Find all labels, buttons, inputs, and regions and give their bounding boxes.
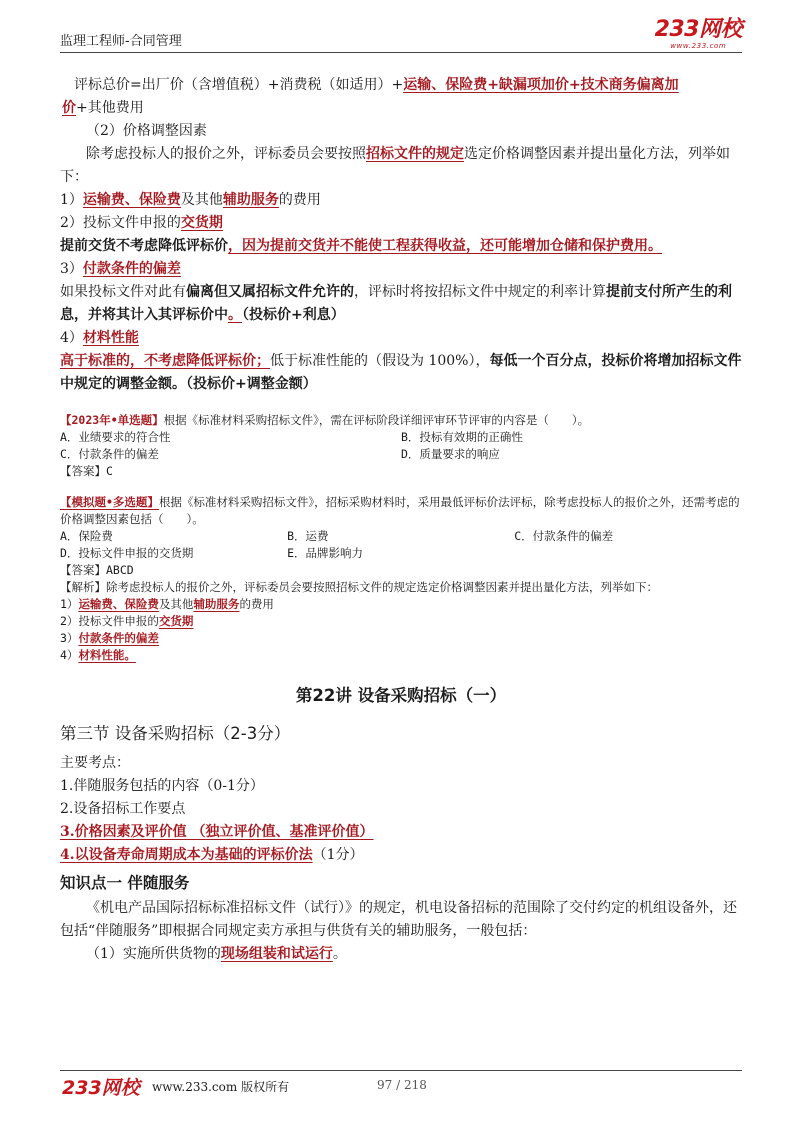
text: 及其他 — [180, 192, 223, 208]
question-2023-single-choice — [60, 412, 742, 480]
highlight: 交货期 — [158, 614, 194, 628]
page-number: 97 / 218 — [377, 1078, 427, 1092]
highlight: 。 — [228, 307, 242, 323]
highlight: 辅助服务 — [193, 597, 240, 611]
page-content — [60, 74, 742, 966]
intro-text: 除考虑投标人的报价之外，评标委员会要按照 — [86, 146, 366, 162]
option-a: A．保险费 — [60, 529, 113, 543]
logo-url: www.233.com — [670, 42, 727, 50]
highlight: ，因为提前交货并不能使工程获得收益，还可能增加仓储和保护费用。 — [228, 238, 662, 254]
highlight: 高于标准的，不考虑降低评标价； — [60, 353, 270, 369]
list-item-1 — [60, 189, 742, 212]
text: 如果投标文件对此有 — [60, 284, 186, 300]
option-c: C．付款条件的偏差 — [514, 529, 614, 543]
payment-paragraph — [60, 281, 742, 327]
text: 2）投标文件申报的 — [60, 215, 181, 231]
highlight: 交货期 — [180, 215, 223, 231]
analysis-item-2 — [60, 613, 742, 630]
main-point-2: 2.设备招标工作要点 — [60, 801, 186, 817]
formula-paragraph — [62, 74, 742, 120]
option-d: D．质量要求的响应 — [401, 447, 500, 461]
list-item-3 — [60, 258, 742, 281]
footer-divider — [60, 1070, 742, 1071]
intro-paragraph — [60, 143, 742, 189]
highlight: 付款条件的偏差 — [82, 261, 181, 277]
list-number: 1） — [60, 597, 79, 611]
answer: 【答案】ABCD — [60, 563, 134, 577]
text: 。 — [332, 946, 347, 962]
option-e: E．品牌影响力 — [287, 546, 364, 560]
bold-text: 每低一个百分点，投标价将增加招标文件中规定的调整金额。（投标价+调整金额） — [60, 353, 742, 392]
analysis: 【解析】除考虑投标人的报价之外，评标委员会要按照招标文件的规定选定价格调整因素并提出量化方法，列举如下： — [60, 580, 658, 594]
formula-part: 评标总价=出厂价（含增值税）+消费税（如适用）+ — [74, 77, 404, 93]
footer-logo: 233网校 — [62, 1077, 140, 1099]
main-point-3 — [60, 821, 742, 844]
question-text: 根据《标准材料采购招标文件》，招标采购材料时，采用最低评标价法评标，除考虑投标人的报价之外，还需考虑的价格调整因素包括（ ）。 — [60, 495, 740, 526]
question-stem — [60, 494, 742, 528]
list-number: 3） — [60, 261, 83, 277]
list-number: 1） — [60, 192, 83, 208]
highlight: 付款条件的偏差 — [78, 631, 159, 645]
header-divider — [60, 52, 742, 53]
highlight: 辅助服务 — [222, 192, 279, 208]
text: 及其他 — [158, 597, 194, 611]
knowledge-point-item-1 — [86, 943, 742, 966]
bold-text: 提前支付所产生的利息，并将其计入其评标价中 — [60, 284, 732, 323]
analysis-item-4 — [60, 647, 742, 664]
option-a: A．业绩要求的符合性 — [60, 430, 171, 444]
answer: 【答案】C — [60, 464, 113, 478]
text: ，评标时将按招标文件中规定的利率计算 — [354, 284, 606, 300]
options-row — [60, 528, 742, 545]
option-c: C．付款条件的偏差 — [60, 447, 159, 461]
main-point-4 — [60, 844, 742, 867]
logo-text: 233网校 — [654, 17, 742, 42]
text: （1）实施所供货物的 — [86, 946, 221, 962]
options-row — [60, 545, 742, 562]
option-b: B．投标有效期的正确性 — [401, 430, 523, 444]
intro-text-end: 选定价格调整因素并提出量化方法，列举如下： — [60, 146, 730, 185]
list-number: 4） — [60, 330, 83, 346]
question-tag: 【2023年•单选题】 — [60, 413, 164, 427]
highlight: 3.价格因素及评价值 （独立评价值、基准评价值） — [60, 824, 374, 840]
question-mock-multiple-choice — [60, 494, 742, 664]
question-tag: 【模拟题•多选题】 — [60, 495, 159, 509]
option-d: D．投标文件申报的交货期 — [60, 546, 194, 560]
knowledge-point-title: 知识点一 伴随服务 — [60, 874, 190, 892]
text: 低于标准性能的（假设为 100%）， — [270, 353, 490, 369]
list-item-4 — [60, 327, 742, 350]
footer-copyright: www.233.com 版权所有 — [152, 1080, 290, 1094]
question-text: 根据《标准材料采购招标文件》，需在评标阶段详细评审环节评审的内容是（ ）。 — [163, 413, 590, 427]
bold-text: 提前交货不考虑降低评标价 — [60, 238, 228, 254]
intro-highlight: 招标文件的规定 — [366, 146, 464, 162]
list-number: 3） — [60, 631, 79, 645]
main-points-label: 主要考点： — [60, 755, 130, 771]
text: 的费用 — [239, 597, 274, 611]
analysis-item-1 — [60, 596, 742, 613]
score: （1分） — [312, 847, 364, 863]
bold-text: （投标价+利息） — [242, 307, 345, 323]
highlight: 材料性能。 — [78, 648, 136, 662]
formula-highlight-end: 价 — [62, 100, 76, 116]
list-item-2 — [60, 212, 742, 235]
text: 的费用 — [278, 192, 321, 208]
text: 2）投标文件申报的 — [60, 614, 159, 628]
list-number: 4） — [60, 648, 79, 662]
highlight: 材料性能 — [82, 330, 139, 346]
highlight: 运输费、保险费 — [78, 597, 159, 611]
subheading-price-adjust: （2）价格调整因素 — [86, 123, 207, 139]
bold-text: 偏离但又属招标文件允许的 — [186, 284, 354, 300]
highlight: 4.以设备寿命周期成本为基础的评标价法 — [60, 847, 313, 863]
highlight: 现场组装和试运行 — [220, 946, 333, 962]
main-point-1: 1.伴随服务包括的内容（0-1分） — [60, 778, 264, 794]
option-b: B．运费 — [287, 529, 329, 543]
early-delivery-note — [60, 235, 742, 258]
formula-highlight: 运输、保险费+缺漏项加价+技术商务偏离加 — [403, 77, 679, 93]
material-paragraph — [60, 350, 742, 396]
analysis-item-3 — [60, 630, 742, 647]
options-row — [60, 446, 742, 463]
brand-logo — [655, 18, 742, 50]
lecture-title: 第22讲 设备采购招标（一） — [295, 686, 507, 705]
highlight: 运输费、保险费 — [82, 192, 181, 208]
formula-tail: +其他费用 — [76, 100, 144, 116]
knowledge-point-text: 《机电产品国际招标标准招标文件（试行）》的规定，机电设备招标的范围除了交付约定的机组设备外，还包括“伴随服务”即根据合同规定卖方承担与供货有关的辅助服务，一般包括： — [60, 900, 737, 939]
question-stem — [60, 412, 742, 429]
document-header-title: 监理工程师-合同管理 — [60, 34, 182, 49]
options-row — [60, 429, 742, 446]
section-title: 第三节 设备采购招标（2-3分） — [60, 724, 291, 743]
